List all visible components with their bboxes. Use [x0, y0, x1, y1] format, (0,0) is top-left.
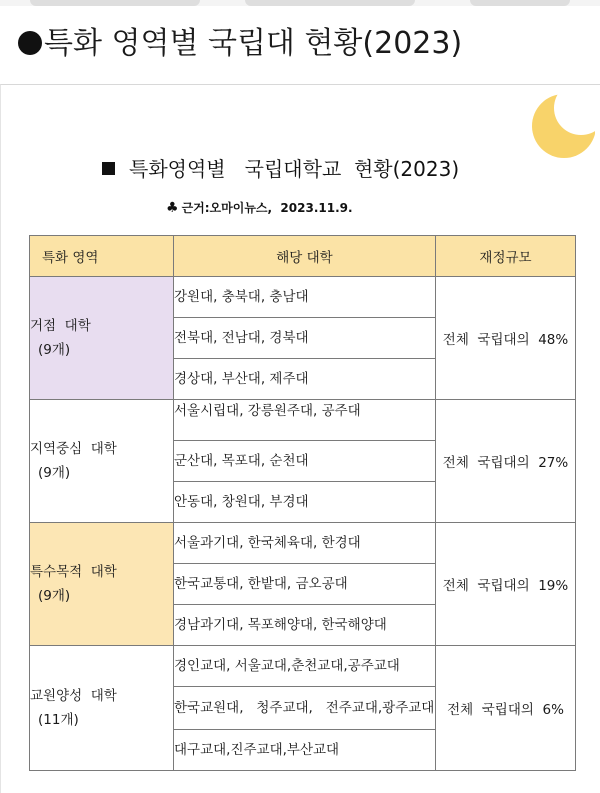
university-cell: 강원대, 충북대, 충남대 [174, 277, 436, 318]
university-cell: 한국교통대, 한밭대, 금오공대 [174, 564, 436, 605]
top-tab-shadow [30, 0, 200, 6]
university-cell: 한국교원대, 청주교대, 전주교대,광주교대 [174, 687, 436, 730]
university-cell: 안동대, 창원대, 부경대 [174, 482, 436, 523]
category-name: 교원양성 대학 [30, 688, 117, 704]
column-header: 해당 대학 [174, 236, 436, 277]
university-table [29, 235, 576, 771]
page-title [18, 24, 462, 64]
black-circle-icon [18, 31, 42, 55]
document-title [102, 156, 459, 182]
category-cell [30, 277, 174, 400]
university-cell: 경남과기대, 목포해양대, 한국해양대 [174, 605, 436, 646]
university-cell: 군산대, 목포대, 순천대 [174, 441, 436, 482]
black-square-icon [102, 162, 115, 175]
source-line [166, 200, 353, 216]
category-count: (9개) [38, 465, 71, 481]
finance-cell: 전체 국립대의 6% [436, 646, 576, 771]
finance-cell: 전체 국립대의 27% [436, 400, 576, 523]
table-row [30, 277, 576, 318]
category-cell [30, 646, 174, 771]
club-icon: ♣ [166, 200, 179, 216]
category-count: (9개) [38, 342, 71, 358]
table-row [30, 646, 576, 687]
top-tab-shadow [245, 0, 415, 6]
top-tab-shadow [470, 0, 570, 6]
category-name: 거점 대학 [30, 318, 91, 334]
finance-cell: 전체 국립대의 48% [436, 277, 576, 400]
table-row [30, 400, 576, 441]
category-name: 특수목적 대학 [30, 564, 117, 580]
category-name: 지역중심 대학 [30, 441, 117, 457]
category-cell [30, 400, 174, 523]
column-header: 재정규모 [436, 236, 576, 277]
source-text: 근거:오마이뉴스, 2023.11.9. [181, 201, 353, 215]
document-title-text: 특화영역별 국립대학교 현황(2023) [129, 157, 460, 181]
page-title-text: 특화 영역별 국립대 현황(2023) [44, 26, 463, 61]
column-header: 특화 영역 [30, 236, 174, 277]
category-count: (9개) [38, 588, 71, 604]
table-row [30, 523, 576, 564]
crescent-moon-icon [525, 88, 595, 160]
table-header-row [30, 236, 576, 277]
university-cell: 전북대, 전남대, 경북대 [174, 318, 436, 359]
finance-cell: 전체 국립대의 19% [436, 523, 576, 646]
top-strip [0, 0, 600, 6]
university-cell: 경인교대, 서울교대,춘천교대,공주교대 [174, 646, 436, 687]
university-cell: 서울과기대, 한국체육대, 한경대 [174, 523, 436, 564]
category-cell [30, 523, 174, 646]
category-count: (11개) [38, 712, 79, 728]
university-cell: 대구교대,진주교대,부산교대 [174, 730, 436, 771]
university-cell: 경상대, 부산대, 제주대 [174, 359, 436, 400]
university-cell: 서울시립대, 강릉원주대, 공주대 [174, 400, 436, 441]
